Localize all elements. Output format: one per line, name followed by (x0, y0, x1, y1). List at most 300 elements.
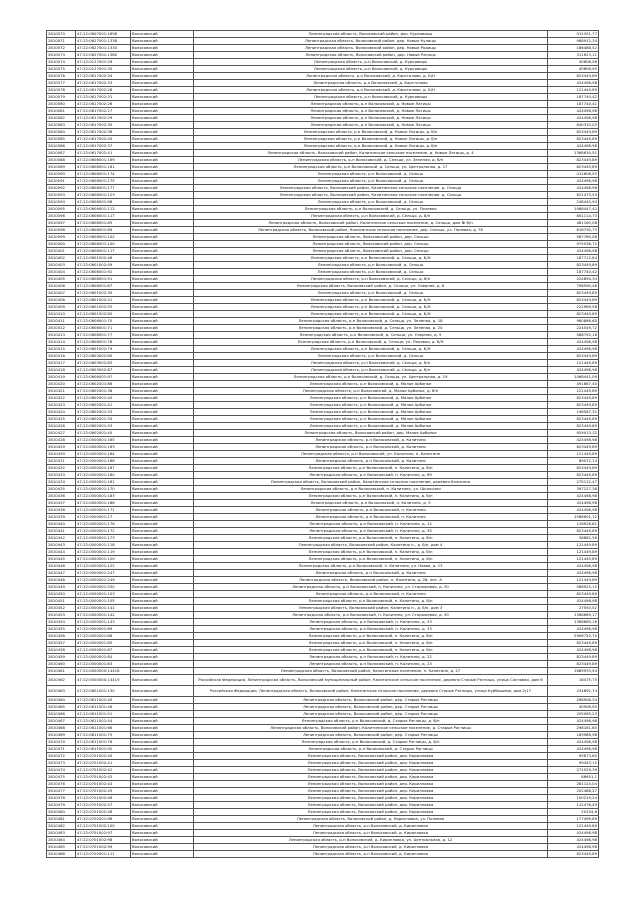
address-text: Ленинградская область, Волосовский район, дер. Кирилловка (194, 760, 548, 767)
cadastral-number: 47:22:0601002:46 (76, 255, 131, 262)
table-row (47, 192, 599, 199)
cadastral-value: 58882,56 (548, 535, 599, 542)
cadastral-number: 47:22:0000001:168 (76, 458, 131, 465)
cadastral-number: 47:22:0601001:130 (76, 686, 131, 697)
district-name: Волосовский (131, 668, 194, 675)
address-text: Ленинградская область, р-н Волосовский, д. Старые Раглицы (194, 746, 548, 753)
district-name: Волосовский (131, 199, 194, 206)
row-id: 2810407 (47, 290, 76, 297)
district-name: Волосовский (131, 318, 194, 325)
address-text: Ленинградская область, Волосовский район, дер. Кирилловка (194, 809, 548, 816)
address-text: Ленинградская область, р-н Волосовский, д. Новые Лагицы (194, 101, 548, 108)
district-name: Волосовский (131, 388, 194, 395)
row-id: 2810446 (47, 563, 76, 570)
district-name: Волосовский (131, 136, 194, 143)
table-row (47, 556, 599, 563)
table-row (47, 108, 599, 115)
address-text: Ленинградская область, Волосовский район, Калитинское сельское поселение, д. Старые Раглицы (194, 725, 548, 732)
cadastral-number: 47:22:0606001:91 (76, 276, 131, 283)
cadastral-value: 424498,98 (548, 346, 599, 353)
address-text: Ленинградская область, р-н Волосовский, п. Калитино, д. б/н (194, 598, 548, 605)
cadastral-value: 424498,98 (548, 746, 599, 753)
address-text: Ленинградская область, Волосовский район, дер. Старые Раглицы (194, 711, 548, 718)
cadastral-value: 823449,89 (548, 423, 599, 430)
cadastral-number: 47:22:0602001:45 (76, 430, 131, 437)
district-name: Волосовский (131, 851, 194, 858)
row-id: 2810435 (47, 486, 76, 493)
table-row (47, 325, 599, 332)
table-row (47, 66, 599, 73)
district-name: Волосовский (131, 451, 194, 458)
district-name: Волосовский (131, 542, 194, 549)
row-id: 2810415 (47, 346, 76, 353)
cadastral-value: 424498,98 (548, 598, 599, 605)
cadastral-value: 1588601,12 (548, 514, 599, 521)
address-text: Ленинградская область, р-н Волосовский, д. Карстолово, д. Б/Н (194, 73, 548, 80)
table-row (47, 844, 599, 851)
address-text: Ленинградская область, р-н Волосовский, п. Калитино, д. 33 (194, 626, 548, 633)
district-name: Волосовский (131, 528, 194, 535)
cadastral-number: 47:22:0000001:118 (76, 542, 131, 549)
cadastral-value: 823449,89 (548, 262, 599, 269)
address-text: Ленинградская область, р-н Волосовский, д. Старые Раглицы, д. б/н (194, 739, 548, 746)
district-name: Волосовский (131, 486, 194, 493)
cadastral-number: 47:22:0617002:33 (76, 80, 131, 87)
cadastral-number: 47:22:0606001:78 (76, 339, 131, 346)
address-text: Ленинградская область, р-н Волосовский, д. Сельцо, ул. Зеленая, д. б/н (194, 157, 548, 164)
district-name: Волосовский (131, 45, 194, 52)
district-name: Волосовский (131, 704, 194, 711)
cadastral-number: 47:22:0617002:29 (76, 115, 131, 122)
address-text: Ленинградская область, р-н Волосовский, п. Калитино, д. б/н (194, 549, 548, 556)
row-id: 2810448 (47, 577, 76, 584)
address-text: Ленинградская область, р-н Волосовский, д. Курковицы (194, 59, 548, 66)
table-row (47, 851, 599, 858)
address-text: Ленинградская область, р-н Волосовский, п. Калитино, д. 33 (194, 619, 548, 626)
address-text: Ленинградская область, р-н Волосовский, д. Малое Арбонье (194, 416, 548, 423)
row-id: 2810079 (47, 94, 76, 101)
cadastral-number: 47:22:0602001:43 (76, 423, 131, 430)
cadastral-number: 47:22:0000001:163 (76, 444, 131, 451)
address-text: Российская Федерация, Ленинградская область, Волосовский район, Калитинское сельское поселение, деревня Старые Раглицы, улица Куйбышева, дом 2/17 (194, 686, 548, 697)
cadastral-number: 47:22:0000001:88 (76, 633, 131, 640)
table-row (47, 332, 599, 339)
district-name: Волосовский (131, 767, 194, 774)
row-id: 2810442 (47, 535, 76, 542)
row-id: 2810478 (47, 795, 76, 802)
row-id: 2810425 (47, 416, 76, 423)
address-text: Ленинградская область, р-н Волосовский, д. Новые Лагицы, д. б/н (194, 143, 548, 150)
cadastral-value: 424498,98 (548, 437, 599, 444)
address-text: Ленинградская область, р-н Волосовский, д. Калитино (194, 570, 548, 577)
table-row (47, 626, 599, 633)
row-id: 2810424 (47, 409, 76, 416)
row-id: 2810430 (47, 451, 76, 458)
cadastral-value: 424498,98 (548, 718, 599, 725)
table-row (47, 718, 599, 725)
cadastral-number: 47:22:0611001:51 (76, 711, 131, 718)
address-text: Ленинградская область, р-н Волосовский, д. Карстолово, д. Б/Н (194, 87, 548, 94)
address-text: Ленинградская область, р-н Волосовский, д. Сельцо, ул. Центральная, д. 17 (194, 164, 548, 171)
district-name: Волосовский (131, 788, 194, 795)
row-id: 2810475 (47, 774, 76, 781)
row-id: 2810427 (47, 430, 76, 437)
cadastral-value: 823449,89 (548, 395, 599, 402)
cadastral-number: 47:22:0000001:164 (76, 451, 131, 458)
cadastral-number: 47:22:0606001:97 (76, 374, 131, 381)
cadastral-value: 40806,96 (548, 59, 599, 66)
table-row (47, 94, 599, 101)
district-name: Волосовский (131, 304, 194, 311)
district-name: Волосовский (131, 479, 194, 486)
cadastral-number: 47:22:0000001:83 (76, 661, 131, 668)
address-text: Ленинградская область, Волосовский район, д. Сельцо, ул. Озерная, д. 6 (194, 283, 548, 290)
cadastral-value: 823449,89 (548, 402, 599, 409)
cadastral-value: 187740,42 (548, 269, 599, 276)
table-row (47, 605, 599, 612)
table-row (47, 220, 599, 227)
table-row (47, 640, 599, 647)
address-text: Ленинградская область, р-н Волосовский, д. Малое Арбонье (194, 409, 548, 416)
row-id: 2810075 (47, 66, 76, 73)
address-text: Ленинградская область, р-н Волосовский, п. Калитино, д. б/н (194, 647, 548, 654)
cadastral-number: 47:22:0611001:66 (76, 725, 131, 732)
cadastral-value: 86651,1 (548, 774, 599, 781)
cadastral-value: 823449,89 (548, 136, 599, 143)
row-id: 2810461 (47, 668, 76, 675)
district-name: Волосовский (131, 255, 194, 262)
address-text: Ленинградская область, р-н Волосовский, д. Сельцо, д. Б/Н (194, 311, 548, 318)
address-text: Ленинградская область, Волосовский район, п. Калитино, д. 28, лит. А (194, 577, 548, 584)
address-text: Ленинградская область, р-н Волосовский, д. Сельцо (194, 262, 548, 269)
district-name: Волосовский (131, 80, 194, 87)
cadastral-value: 424498,98 (548, 108, 599, 115)
table-row (47, 374, 599, 381)
register-body (47, 31, 599, 858)
table-row (47, 45, 599, 52)
row-id: 2810456 (47, 633, 76, 640)
cadastral-value: 126926,81 (548, 521, 599, 528)
table-row (47, 122, 599, 129)
district-name: Волосовский (131, 185, 194, 192)
table-row (47, 465, 599, 472)
cadastral-value: 481160,08 (548, 220, 599, 227)
cadastral-value: 929013,32 (548, 430, 599, 437)
table-row (47, 206, 599, 213)
table-row (47, 255, 599, 262)
table-row (47, 493, 599, 500)
table-row (47, 535, 599, 542)
district-name: Волосовский (131, 416, 194, 423)
cadastral-value: 588925,15 (548, 584, 599, 591)
table-row (47, 59, 599, 66)
address-text: Ленинградская область, р-н Волосовский, д. Кирилловка, ул. Центральная, д. 12 (194, 837, 548, 844)
address-text: Ленинградская область, р-н Волосовский, п. Калитино, д. 5 (194, 500, 548, 507)
row-id: 2810434 (47, 479, 76, 486)
district-name: Волосовский (131, 402, 194, 409)
row-id: 2810481 (47, 816, 76, 823)
table-row (47, 164, 599, 171)
table-row (47, 661, 599, 668)
district-name: Волосовский (131, 171, 194, 178)
cadastral-value: 823449,89 (548, 353, 599, 360)
row-id: 2810477 (47, 788, 76, 795)
cadastral-value: 1368669,17 (548, 612, 599, 619)
table-row (47, 150, 599, 157)
cadastral-number: 47:22:0000001:17 (76, 514, 131, 521)
district-name: Волосовский (131, 444, 194, 451)
row-id: 2810459 (47, 654, 76, 661)
cadastral-number: 47:22:0617002:34 (76, 73, 131, 80)
district-name: Волосовский (131, 612, 194, 619)
cadastral-number: 47:22:0701002:43 (76, 774, 131, 781)
address-text: Ленинградская область, р-н Волосовский, д. Калитино (194, 444, 548, 451)
table-row (47, 388, 599, 395)
table-row (47, 101, 599, 108)
row-id: 2810445 (47, 556, 76, 563)
cadastral-number: 47:22:0606001:85 (76, 220, 131, 227)
district-name: Волосовский (131, 549, 194, 556)
district-name: Волосовский (131, 339, 194, 346)
row-id: 2810454 (47, 619, 76, 626)
row-id: 2810440 (47, 521, 76, 528)
address-text: Ленинградская область, р-н Волосовский, п. Калитино, ул. Новая, д. 13 (194, 563, 548, 570)
district-name: Волосовский (131, 521, 194, 528)
cadastral-number: 47:22:0000001:247 (76, 570, 131, 577)
cadastral-value: 823449,89 (548, 654, 599, 661)
cadastral-value: 424498,98 (548, 739, 599, 746)
cadastral-value: 796590,48 (548, 283, 599, 290)
address-text: Ленинградская область, р-н Волосовский, д. Малое Арбонье (194, 381, 548, 388)
table-row (47, 837, 599, 844)
district-name: Волосовский (131, 248, 194, 255)
address-text: Ленинградская область, р-н Волосовский, п. Калитино, д. 23 (194, 661, 548, 668)
table-row (47, 199, 599, 206)
cadastral-value: 621473,54 (548, 192, 599, 199)
row-id: 2810465 (47, 704, 76, 711)
address-text: Ленинградская область, р-н Волосовский, п. Калитино, ул. Сторожевая, д. 30 (194, 612, 548, 619)
row-id: 2810085 (47, 136, 76, 143)
district-name: Волосовский (131, 276, 194, 283)
row-id: 2810088 (47, 157, 76, 164)
table-row (47, 346, 599, 353)
cadastral-number: 47:22:0000001:249 (76, 577, 131, 584)
cadastral-value: 424498,98 (548, 563, 599, 570)
address-text: Ленинградская область, р-н Волосовский, д. Новые Лагицы (194, 115, 548, 122)
address-text: Ленинградская область, Волосовский район, дер. Сельцо (194, 248, 548, 255)
cadastral-number: 47:22:0627001:1330 (76, 45, 131, 52)
table-row (47, 248, 599, 255)
table-row (47, 584, 599, 591)
address-text: Ленинградская область, р-н Волосовский, д. Кирилловка (194, 844, 548, 851)
cadastral-value: 424498,98 (548, 626, 599, 633)
address-text: Ленинградская область, р-н Волосовский, д. Сельцо, ул. Полевая, д. б/Н (194, 339, 548, 346)
row-id: 2810402 (47, 255, 76, 262)
row-id: 2810097 (47, 220, 76, 227)
district-name: Волосовский (131, 38, 194, 45)
cadastral-number: 47:22:0611001:44 (76, 718, 131, 725)
cadastral-value: 121449,89 (548, 549, 599, 556)
cadastral-number: 47:22:0000001:143 (76, 619, 131, 626)
district-name: Волосовский (131, 164, 194, 171)
row-id: 2810443 (47, 542, 76, 549)
district-name: Волосовский (131, 725, 194, 732)
table-row (47, 486, 599, 493)
cadastral-number: 47:22:0601002:31 (76, 297, 131, 304)
table-row (47, 402, 599, 409)
district-name: Волосовский (131, 556, 194, 563)
address-text: Ленинградская область, р-н Волосовский, д. Сельцо (194, 178, 548, 185)
cadastral-value: 121449,89 (548, 87, 599, 94)
cadastral-value: 187740,42 (548, 94, 599, 101)
table-row (47, 262, 599, 269)
district-name: Волосовский (131, 311, 194, 318)
address-text: Ленинградская область, р-н Волосовский, п. Калитино, д. 22 (194, 654, 548, 661)
cadastral-value: 397127,38 (548, 486, 599, 493)
row-id: 2810072 (47, 45, 76, 52)
address-text: Ленинградская область, р-н Волосовский, д. Старые Раглицы, д. б/н (194, 718, 548, 725)
cadastral-number: 47:22:0701002:48 (76, 809, 131, 816)
address-text: Ленинградская область, р-н Волосовский, д. Сельцо (194, 199, 548, 206)
address-text: Ленинградская область, Волосовский район, дер. Кирилловка (194, 767, 548, 774)
district-name: Волосовский (131, 781, 194, 788)
cadastral-number: 47:22:0601002:80 (76, 311, 131, 318)
row-id: 2810466 (47, 711, 76, 718)
district-name: Волосовский (131, 626, 194, 633)
table-row (47, 360, 599, 367)
cadastral-value: 823449,89 (548, 640, 599, 647)
address-text: Ленинградская область, р-н Волосовский, д. Сельцо, д. Б/Н (194, 346, 548, 353)
cadastral-number: 47:22:0601002:49 (76, 262, 131, 269)
row-id: 2810482 (47, 823, 76, 830)
district-name: Волосовский (131, 795, 194, 802)
cadastral-value: 424498,98 (548, 837, 599, 844)
cadastral-value: 121449,89 (548, 823, 599, 830)
address-text: Ленинградская область, Волосовский район, Калитинское поселение, п. Калитино, д. 27 (194, 668, 548, 675)
district-name: Волосовский (131, 157, 194, 164)
cadastral-number: 47:22:0000001:188 (76, 500, 131, 507)
address-text: Ленинградская область, р-н Волосовский, д. Сельцо (194, 353, 548, 360)
address-text: Ленинградская область, р-н Волосовский, д. Кирилловка (194, 851, 548, 858)
cadastral-number: 47:22:0606001:92 (76, 269, 131, 276)
cadastral-value: 491867,40 (548, 381, 599, 388)
row-id: 2810453 (47, 612, 76, 619)
cadastral-value: 424498,98 (548, 647, 599, 654)
cadastral-number: 47:22:0602001:36 (76, 388, 131, 395)
cadastral-number: 47:22:0000001:250 (76, 584, 131, 591)
table-row (47, 830, 599, 837)
district-name: Волосовский (131, 192, 194, 199)
district-name: Волосовский (131, 640, 194, 647)
district-name: Волосовский (131, 633, 194, 640)
table-row (47, 788, 599, 795)
table-row (47, 809, 599, 816)
district-name: Волосовский (131, 52, 194, 59)
cadastral-number: 47:22:0606001:117 (76, 213, 131, 220)
district-name: Волосовский (131, 143, 194, 150)
row-id: 2810451 (47, 598, 76, 605)
cadastral-number: 47:22:0606001:100 (76, 241, 131, 248)
address-text: Ленинградская область, Волосовский район, Калитино п., д. б/н, дом 3 (194, 605, 548, 612)
table-row (47, 760, 599, 767)
table-row (47, 283, 599, 290)
district-name: Волосовский (131, 206, 194, 213)
table-row (47, 675, 599, 686)
cadastral-number: 47:22:0601002:55 (76, 304, 131, 311)
cadastral-number: 47:22:0000001:120 (76, 556, 131, 563)
row-id: 2810409 (47, 304, 76, 311)
address-text: Ленинградская область, Волосовский район, Калитинское сельское поселение, д. Сельцо (194, 185, 548, 192)
cadastral-value: 298908,34 (548, 697, 599, 704)
cadastral-number: 47:22:0000001:105 (76, 598, 131, 605)
table-row (47, 507, 599, 514)
cadastral-value: 89072,14 (548, 458, 599, 465)
cadastral-value: 823449,89 (548, 416, 599, 423)
cadastral-value: 823449,89 (548, 851, 599, 858)
address-text: Ленинградская область, Волосовский район, дер. Кирилловка (194, 788, 548, 795)
cadastral-value: 177499,89 (548, 816, 599, 823)
row-id: 2810433 (47, 472, 76, 479)
cadastral-number: 47:22:0606001:70 (76, 318, 131, 325)
cadastral-number: 47:22:0701002:45 (76, 788, 131, 795)
table-row (47, 171, 599, 178)
row-id: 2810485 (47, 844, 76, 851)
cadastral-number: 47:22:0602001:41 (76, 402, 131, 409)
row-id: 2810405 (47, 276, 76, 283)
table-row (47, 668, 599, 675)
table-row (47, 185, 599, 192)
cadastral-number: 47:22:0606001:169 (76, 157, 131, 164)
address-text: Ленинградская область, Волосовский район, д. Кирилловка, ул. Полевая (194, 816, 548, 823)
cadastral-value: 840310,03 (548, 122, 599, 129)
cadastral-value: 823449,89 (548, 661, 599, 668)
cadastral-number: 47:22:0606001:98 (76, 199, 131, 206)
district-name: Волосовский (131, 647, 194, 654)
table-row (47, 241, 599, 248)
table-row (47, 339, 599, 346)
cadastral-number: 47:22:0602001:33 (76, 409, 131, 416)
address-text: Ленинградская область, р-н Волосовский, д. Новые Лагицы, д. б/н (194, 136, 548, 143)
cadastral-number: 47:22:0000001:89 (76, 626, 131, 633)
cadastral-value: 424498,98 (548, 178, 599, 185)
cadastral-number: 47:22:0606001:77 (76, 332, 131, 339)
district-name: Волосовский (131, 66, 194, 73)
cadastral-value: 823449,89 (548, 73, 599, 80)
district-name: Волосовский (131, 430, 194, 437)
row-id: 2810438 (47, 507, 76, 514)
cadastral-value: 2906720,70 (548, 633, 599, 640)
row-id: 2810469 (47, 732, 76, 739)
district-name: Волосовский (131, 500, 194, 507)
address-text: Ленинградская область, р-н Волосовский, д. Сельцо, д. б/н (194, 367, 548, 374)
row-id: 2810086 (47, 143, 76, 150)
address-text: Ленинградская область, р-н Волосовский, д. Малое Арбонье, д. б/н (194, 388, 548, 395)
cadastral-number: 47:22:0606001:112 (76, 206, 131, 213)
row-id: 2810413 (47, 332, 76, 339)
cadastral-number: 47:22:0000001:119 (76, 549, 131, 556)
cadastral-number: 47:22:0000001:85 (76, 640, 131, 647)
cadastral-value: 40908,95 (548, 704, 599, 711)
district-name: Волосовский (131, 353, 194, 360)
cadastral-value: 823449,89 (548, 311, 599, 318)
cadastral-value: 1368630,51 (548, 150, 599, 157)
table-row (47, 647, 599, 654)
row-id: 2810401 (47, 248, 76, 255)
address-text: Ленинградская область, Волосовский район, дер. Старые Раглицы (194, 732, 548, 739)
row-id: 2810474 (47, 767, 76, 774)
address-text: Ленинградская область, Волосовский район, дер. Кирилловка (194, 802, 548, 809)
cadastral-number: 47:22:0000001:172 (76, 528, 131, 535)
